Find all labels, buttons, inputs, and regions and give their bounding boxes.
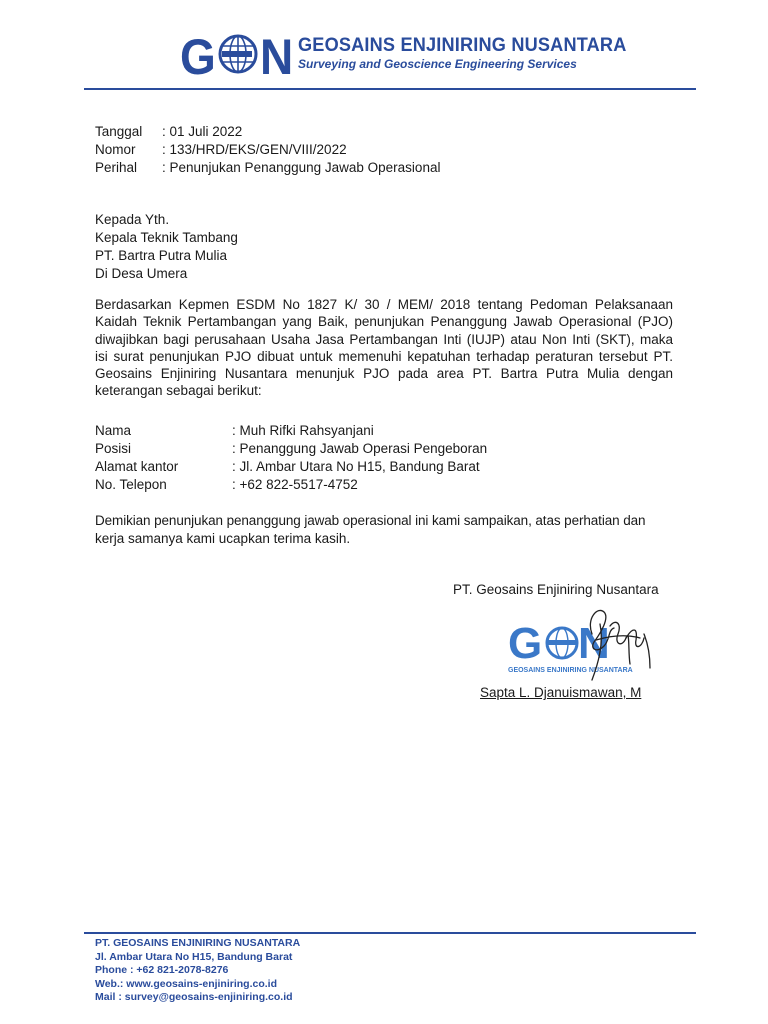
phone-value: : +62 822-5517-4752 — [232, 477, 358, 492]
phone-label: No. Telepon — [95, 477, 167, 492]
signature-company: PT. Geosains Enjiniring Nusantara — [453, 582, 659, 597]
number-label: Nomor — [95, 142, 136, 157]
body-paragraph — [95, 296, 673, 400]
closing-line: Demikian penunjukan penanggung jawab operasional ini kami sampaikan, atas perhatian dan — [95, 513, 646, 528]
address-value: : Jl. Ambar Utara No H15, Bandung Barat — [232, 459, 480, 474]
address-label: Alamat kantor — [95, 459, 179, 474]
body-line: Geosains Enjiniring Nusantara menunjuk PJO pada area PT. Bartra Putra Mulia dengan — [95, 366, 673, 382]
body-line: Berdasarkan Kepmen ESDM No 1827 K/ 30 / MEM/ 2018 tentang Pedoman Pelaksanaan — [95, 297, 673, 312]
recipient-block — [95, 211, 238, 283]
header-tagline: Surveying and Geoscience Engineering Services — [298, 57, 577, 71]
header-company-name: GEOSAINS ENJINIRING NUSANTARA — [298, 34, 627, 56]
footer-phone: Phone : +62 821-2078-8276 — [95, 964, 229, 976]
header-divider — [84, 88, 696, 90]
stamp-text: GEOSAINS ENJINIRING NUSANTARA — [508, 667, 633, 674]
name-label: Nama — [95, 423, 132, 438]
footer-contact — [95, 937, 300, 1005]
closing-line: kerja samanya kami ucapkan terima kasih. — [95, 531, 351, 546]
position-label: Posisi — [95, 441, 132, 456]
body-line: isi surat penunjukan PJO dibuat untuk memenuhi kepatuhan terhadap peraturan tersebut PT. — [95, 348, 673, 364]
gen-logo-icon — [180, 30, 296, 78]
footer-web: Web.: www.geosains-enjiniring.co.id — [95, 977, 278, 990]
position-value: : Penanggung Jawab Operasi Pengeboran — [232, 441, 488, 456]
recipient-line: Kepada Yth. — [95, 212, 170, 227]
signer-name: Sapta L. Djanuismawan, M — [480, 685, 642, 700]
footer-divider — [84, 932, 696, 934]
svg-text:N: N — [578, 619, 610, 668]
svg-text:G: G — [180, 30, 216, 78]
body-line: diwajibkan bagi perusahaan Usaha Jasa Pertambangan Inti (IUJP) atau Non Inti (SKT), maka — [95, 331, 673, 347]
subject-value: : Penunjukan Penanggung Jawab Operasional — [162, 160, 441, 175]
body-line: keterangan sebagai berikut: — [95, 383, 262, 399]
recipient-line: Di Desa Umera — [95, 266, 188, 281]
name-value: : Muh Rifki Rahsyanjani — [232, 423, 374, 438]
date-value: : 01 Juli 2022 — [162, 124, 243, 139]
date-label: Tanggal — [95, 124, 143, 139]
recipient-line: PT. Bartra Putra Mulia — [95, 248, 228, 263]
closing-paragraph — [95, 512, 645, 548]
footer-mail: Mail : survey@geosains-enjiniring.co.id — [95, 991, 293, 1003]
footer-address: Jl. Ambar Utara No H15, Bandung Barat — [95, 950, 293, 963]
globe-icon — [220, 36, 256, 72]
body-line: Kaidah Teknik Pertambangan yang Baik, penunjukan Penanggung Jawab Operasional (PJO) — [95, 314, 673, 330]
subject-label: Perihal — [95, 160, 138, 175]
svg-text:G: G — [508, 619, 543, 668]
footer-company: PT. GEOSAINS ENJINIRING NUSANTARA — [95, 937, 301, 949]
company-stamp-icon — [500, 604, 670, 684]
svg-text:N: N — [260, 30, 294, 78]
recipient-line: Kepala Teknik Tambang — [95, 230, 238, 245]
company-logo — [180, 30, 627, 80]
number-value: : 133/HRD/EKS/GEN/VIII/2022 — [162, 142, 347, 157]
